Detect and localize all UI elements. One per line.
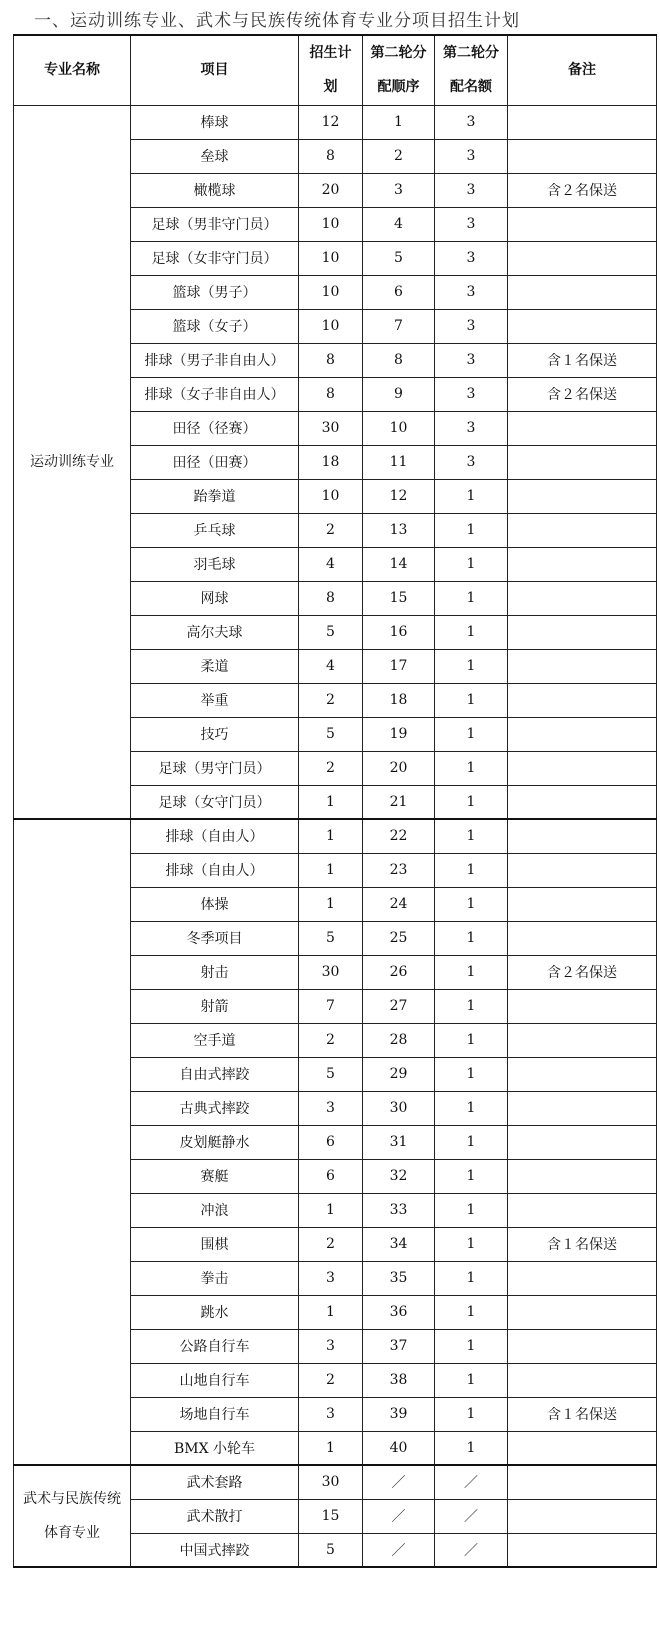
item-cell: 武术散打: [131, 1499, 299, 1533]
order-cell: 5: [363, 241, 435, 275]
plan-cell: 15: [299, 1499, 363, 1533]
order-cell: 27: [363, 989, 435, 1023]
quota-cell: ／: [435, 1533, 508, 1567]
item-cell: 冲浪: [131, 1193, 299, 1227]
item-cell: 柔道: [131, 649, 299, 683]
order-cell: 30: [363, 1091, 435, 1125]
item-cell: 中国式摔跤: [131, 1533, 299, 1567]
major-name-line: 体育专业: [44, 1525, 100, 1541]
item-cell: 皮划艇静水: [131, 1125, 299, 1159]
header-plan: 招生计 划: [299, 35, 363, 105]
item-cell: 足球（女守门员）: [131, 785, 299, 819]
quota-cell: 1: [435, 683, 508, 717]
item-cell: 棒球: [131, 105, 299, 139]
order-cell: 34: [363, 1227, 435, 1261]
order-cell: 40: [363, 1431, 435, 1465]
item-cell: 围棋: [131, 1227, 299, 1261]
quota-cell: 1: [435, 1193, 508, 1227]
note-cell: [508, 547, 657, 581]
item-cell: 羽毛球: [131, 547, 299, 581]
plan-cell: 20: [299, 173, 363, 207]
order-cell: 21: [363, 785, 435, 819]
plan-cell: 8: [299, 139, 363, 173]
plan-cell: 8: [299, 377, 363, 411]
note-cell: [508, 853, 657, 887]
order-cell: 25: [363, 921, 435, 955]
item-cell: 田径（径赛）: [131, 411, 299, 445]
order-cell: 19: [363, 717, 435, 751]
header-quota: 第二轮分 配名额: [435, 35, 508, 105]
plan-cell: 10: [299, 241, 363, 275]
quota-cell: 1: [435, 1159, 508, 1193]
quota-cell: 1: [435, 649, 508, 683]
plan-cell: 18: [299, 445, 363, 479]
plan-cell: 8: [299, 581, 363, 615]
order-cell: ／: [363, 1465, 435, 1499]
order-cell: 22: [363, 819, 435, 853]
note-cell: [508, 139, 657, 173]
order-cell: 2: [363, 139, 435, 173]
item-cell: 山地自行车: [131, 1363, 299, 1397]
plan-cell: 5: [299, 921, 363, 955]
order-cell: 18: [363, 683, 435, 717]
quota-cell: 3: [435, 445, 508, 479]
order-cell: ／: [363, 1533, 435, 1567]
header-order: 第二轮分 配顺序: [363, 35, 435, 105]
quota-cell: 1: [435, 955, 508, 989]
note-cell: [508, 1261, 657, 1295]
item-cell: 跳水: [131, 1295, 299, 1329]
item-cell: 高尔夫球: [131, 615, 299, 649]
quota-cell: 3: [435, 173, 508, 207]
note-cell: 含２名保送: [508, 173, 657, 207]
order-cell: 39: [363, 1397, 435, 1431]
order-cell: 7: [363, 309, 435, 343]
note-cell: [508, 615, 657, 649]
plan-cell: 2: [299, 1023, 363, 1057]
order-cell: 13: [363, 513, 435, 547]
plan-cell: 10: [299, 275, 363, 309]
major-name-line: 武术与民族传统: [23, 1491, 121, 1507]
plan-cell: 5: [299, 1533, 363, 1567]
quota-cell: 1: [435, 751, 508, 785]
order-cell: 37: [363, 1329, 435, 1363]
item-cell: 网球: [131, 581, 299, 615]
order-cell: 4: [363, 207, 435, 241]
note-cell: [508, 1533, 657, 1567]
item-cell: 乒乓球: [131, 513, 299, 547]
item-cell: 场地自行车: [131, 1397, 299, 1431]
quota-cell: 1: [435, 581, 508, 615]
plan-cell: 2: [299, 513, 363, 547]
plan-cell: 3: [299, 1397, 363, 1431]
item-cell: 跆拳道: [131, 479, 299, 513]
quota-cell: 3: [435, 275, 508, 309]
plan-cell: 10: [299, 479, 363, 513]
note-cell: [508, 479, 657, 513]
order-cell: 23: [363, 853, 435, 887]
order-cell: 32: [363, 1159, 435, 1193]
quota-cell: 3: [435, 139, 508, 173]
plan-cell: 10: [299, 207, 363, 241]
item-cell: 射击: [131, 955, 299, 989]
order-cell: 20: [363, 751, 435, 785]
item-cell: 橄榄球: [131, 173, 299, 207]
major-name-cell-empty: [14, 819, 131, 1465]
plan-cell: 3: [299, 1091, 363, 1125]
note-cell: [508, 649, 657, 683]
quota-cell: 3: [435, 343, 508, 377]
item-cell: 排球（自由人）: [131, 853, 299, 887]
table-row: [14, 1465, 657, 1499]
item-cell: 田径（田赛）: [131, 445, 299, 479]
note-cell: 含１名保送: [508, 1397, 657, 1431]
order-cell: 11: [363, 445, 435, 479]
note-cell: [508, 819, 657, 853]
note-cell: 含１名保送: [508, 1227, 657, 1261]
quota-cell: 1: [435, 1329, 508, 1363]
order-cell: 29: [363, 1057, 435, 1091]
plan-cell: 5: [299, 615, 363, 649]
order-cell: 38: [363, 1363, 435, 1397]
quota-cell: 1: [435, 1261, 508, 1295]
item-cell: 武术套路: [131, 1465, 299, 1499]
quota-cell: 1: [435, 819, 508, 853]
plan-cell: 30: [299, 955, 363, 989]
quota-cell: 1: [435, 989, 508, 1023]
major-name-cell: [14, 1465, 131, 1567]
quota-cell: 1: [435, 1023, 508, 1057]
order-cell: ／: [363, 1499, 435, 1533]
plan-cell: 6: [299, 1159, 363, 1193]
item-cell: 空手道: [131, 1023, 299, 1057]
enrollment-plan-table: [13, 34, 657, 1568]
table-row: [14, 105, 657, 139]
order-cell: 3: [363, 173, 435, 207]
item-cell: 足球（女非守门员）: [131, 241, 299, 275]
item-cell: 足球（男非守门员）: [131, 207, 299, 241]
plan-cell: 30: [299, 1465, 363, 1499]
order-cell: 31: [363, 1125, 435, 1159]
plan-cell: 3: [299, 1329, 363, 1363]
note-cell: 含２名保送: [508, 377, 657, 411]
plan-cell: 1: [299, 1431, 363, 1465]
order-cell: 15: [363, 581, 435, 615]
note-cell: [508, 1057, 657, 1091]
major-name-cell: 运动训练专业: [14, 105, 131, 819]
item-cell: 篮球（女子）: [131, 309, 299, 343]
item-cell: 足球（男守门员）: [131, 751, 299, 785]
note-cell: [508, 1159, 657, 1193]
note-cell: [508, 785, 657, 819]
order-cell: 10: [363, 411, 435, 445]
order-cell: 16: [363, 615, 435, 649]
note-cell: [508, 1091, 657, 1125]
quota-cell: 1: [435, 479, 508, 513]
plan-cell: 1: [299, 853, 363, 887]
note-cell: [508, 513, 657, 547]
note-cell: [508, 1329, 657, 1363]
order-cell: 24: [363, 887, 435, 921]
order-cell: 12: [363, 479, 435, 513]
order-cell: 1: [363, 105, 435, 139]
quota-cell: 1: [435, 887, 508, 921]
note-cell: [508, 1295, 657, 1329]
note-cell: [508, 275, 657, 309]
order-cell: 28: [363, 1023, 435, 1057]
quota-cell: 3: [435, 241, 508, 275]
note-cell: [508, 921, 657, 955]
order-cell: 33: [363, 1193, 435, 1227]
note-cell: [508, 207, 657, 241]
quota-cell: 1: [435, 615, 508, 649]
plan-cell: 3: [299, 1261, 363, 1295]
item-cell: 举重: [131, 683, 299, 717]
header-major: 专业名称: [14, 35, 131, 105]
note-cell: 含１名保送: [508, 343, 657, 377]
note-cell: [508, 1465, 657, 1499]
item-cell: 排球（自由人）: [131, 819, 299, 853]
order-cell: 35: [363, 1261, 435, 1295]
plan-cell: 1: [299, 1193, 363, 1227]
plan-cell: 4: [299, 547, 363, 581]
quota-cell: 1: [435, 1363, 508, 1397]
item-cell: 技巧: [131, 717, 299, 751]
order-cell: 8: [363, 343, 435, 377]
note-cell: [508, 581, 657, 615]
quota-cell: 1: [435, 1057, 508, 1091]
plan-cell: 1: [299, 819, 363, 853]
quota-cell: 3: [435, 309, 508, 343]
quota-cell: 3: [435, 105, 508, 139]
plan-cell: 6: [299, 1125, 363, 1159]
order-cell: 14: [363, 547, 435, 581]
plan-cell: 30: [299, 411, 363, 445]
order-cell: 6: [363, 275, 435, 309]
item-cell: 垒球: [131, 139, 299, 173]
quota-cell: 1: [435, 717, 508, 751]
order-cell: 17: [363, 649, 435, 683]
plan-cell: 10: [299, 309, 363, 343]
quota-cell: 3: [435, 411, 508, 445]
item-cell: 古典式摔跤: [131, 1091, 299, 1125]
note-cell: [508, 309, 657, 343]
item-cell: 赛艇: [131, 1159, 299, 1193]
plan-cell: 2: [299, 1363, 363, 1397]
quota-cell: 1: [435, 921, 508, 955]
plan-cell: 12: [299, 105, 363, 139]
item-cell: 公路自行车: [131, 1329, 299, 1363]
plan-cell: 1: [299, 785, 363, 819]
item-cell: 篮球（男子）: [131, 275, 299, 309]
note-cell: [508, 989, 657, 1023]
item-cell: BMX 小轮车: [131, 1431, 299, 1465]
quota-cell: 1: [435, 513, 508, 547]
plan-cell: 8: [299, 343, 363, 377]
quota-cell: 1: [435, 1431, 508, 1465]
item-cell: 拳击: [131, 1261, 299, 1295]
order-cell: 26: [363, 955, 435, 989]
note-cell: [508, 1499, 657, 1533]
header-item: 项目: [131, 35, 299, 105]
plan-cell: 1: [299, 1295, 363, 1329]
quota-cell: 1: [435, 853, 508, 887]
item-cell: 排球（男子非自由人）: [131, 343, 299, 377]
quota-cell: 1: [435, 1295, 508, 1329]
note-cell: [508, 887, 657, 921]
note-cell: [508, 717, 657, 751]
order-cell: 9: [363, 377, 435, 411]
plan-cell: 7: [299, 989, 363, 1023]
quota-cell: ／: [435, 1465, 508, 1499]
quota-cell: 1: [435, 1125, 508, 1159]
item-cell: 射箭: [131, 989, 299, 1023]
note-cell: [508, 1193, 657, 1227]
note-cell: [508, 411, 657, 445]
order-cell: 36: [363, 1295, 435, 1329]
plan-cell: 2: [299, 683, 363, 717]
plan-cell: 5: [299, 717, 363, 751]
plan-cell: 5: [299, 1057, 363, 1091]
item-cell: 排球（女子非自由人）: [131, 377, 299, 411]
document-title: 一、运动训练专业、武术与民族传统体育专业分项目招生计划: [34, 11, 520, 31]
note-cell: [508, 1125, 657, 1159]
plan-cell: 1: [299, 887, 363, 921]
table-row: [14, 819, 657, 853]
note-cell: [508, 445, 657, 479]
plan-cell: 2: [299, 1227, 363, 1261]
item-cell: 自由式摔跤: [131, 1057, 299, 1091]
quota-cell: ／: [435, 1499, 508, 1533]
item-cell: 冬季项目: [131, 921, 299, 955]
quota-cell: 1: [435, 785, 508, 819]
quota-cell: 3: [435, 207, 508, 241]
quota-cell: 1: [435, 1091, 508, 1125]
table-header-row: [14, 35, 657, 105]
note-cell: [508, 751, 657, 785]
plan-cell: 2: [299, 751, 363, 785]
header-note: 备注: [508, 35, 657, 105]
note-cell: [508, 1431, 657, 1465]
note-cell: [508, 241, 657, 275]
quota-cell: 1: [435, 1227, 508, 1261]
note-cell: [508, 105, 657, 139]
note-cell: 含２名保送: [508, 955, 657, 989]
note-cell: [508, 1363, 657, 1397]
item-cell: 体操: [131, 887, 299, 921]
note-cell: [508, 683, 657, 717]
quota-cell: 3: [435, 377, 508, 411]
quota-cell: 1: [435, 1397, 508, 1431]
quota-cell: 1: [435, 547, 508, 581]
note-cell: [508, 1023, 657, 1057]
plan-cell: 4: [299, 649, 363, 683]
